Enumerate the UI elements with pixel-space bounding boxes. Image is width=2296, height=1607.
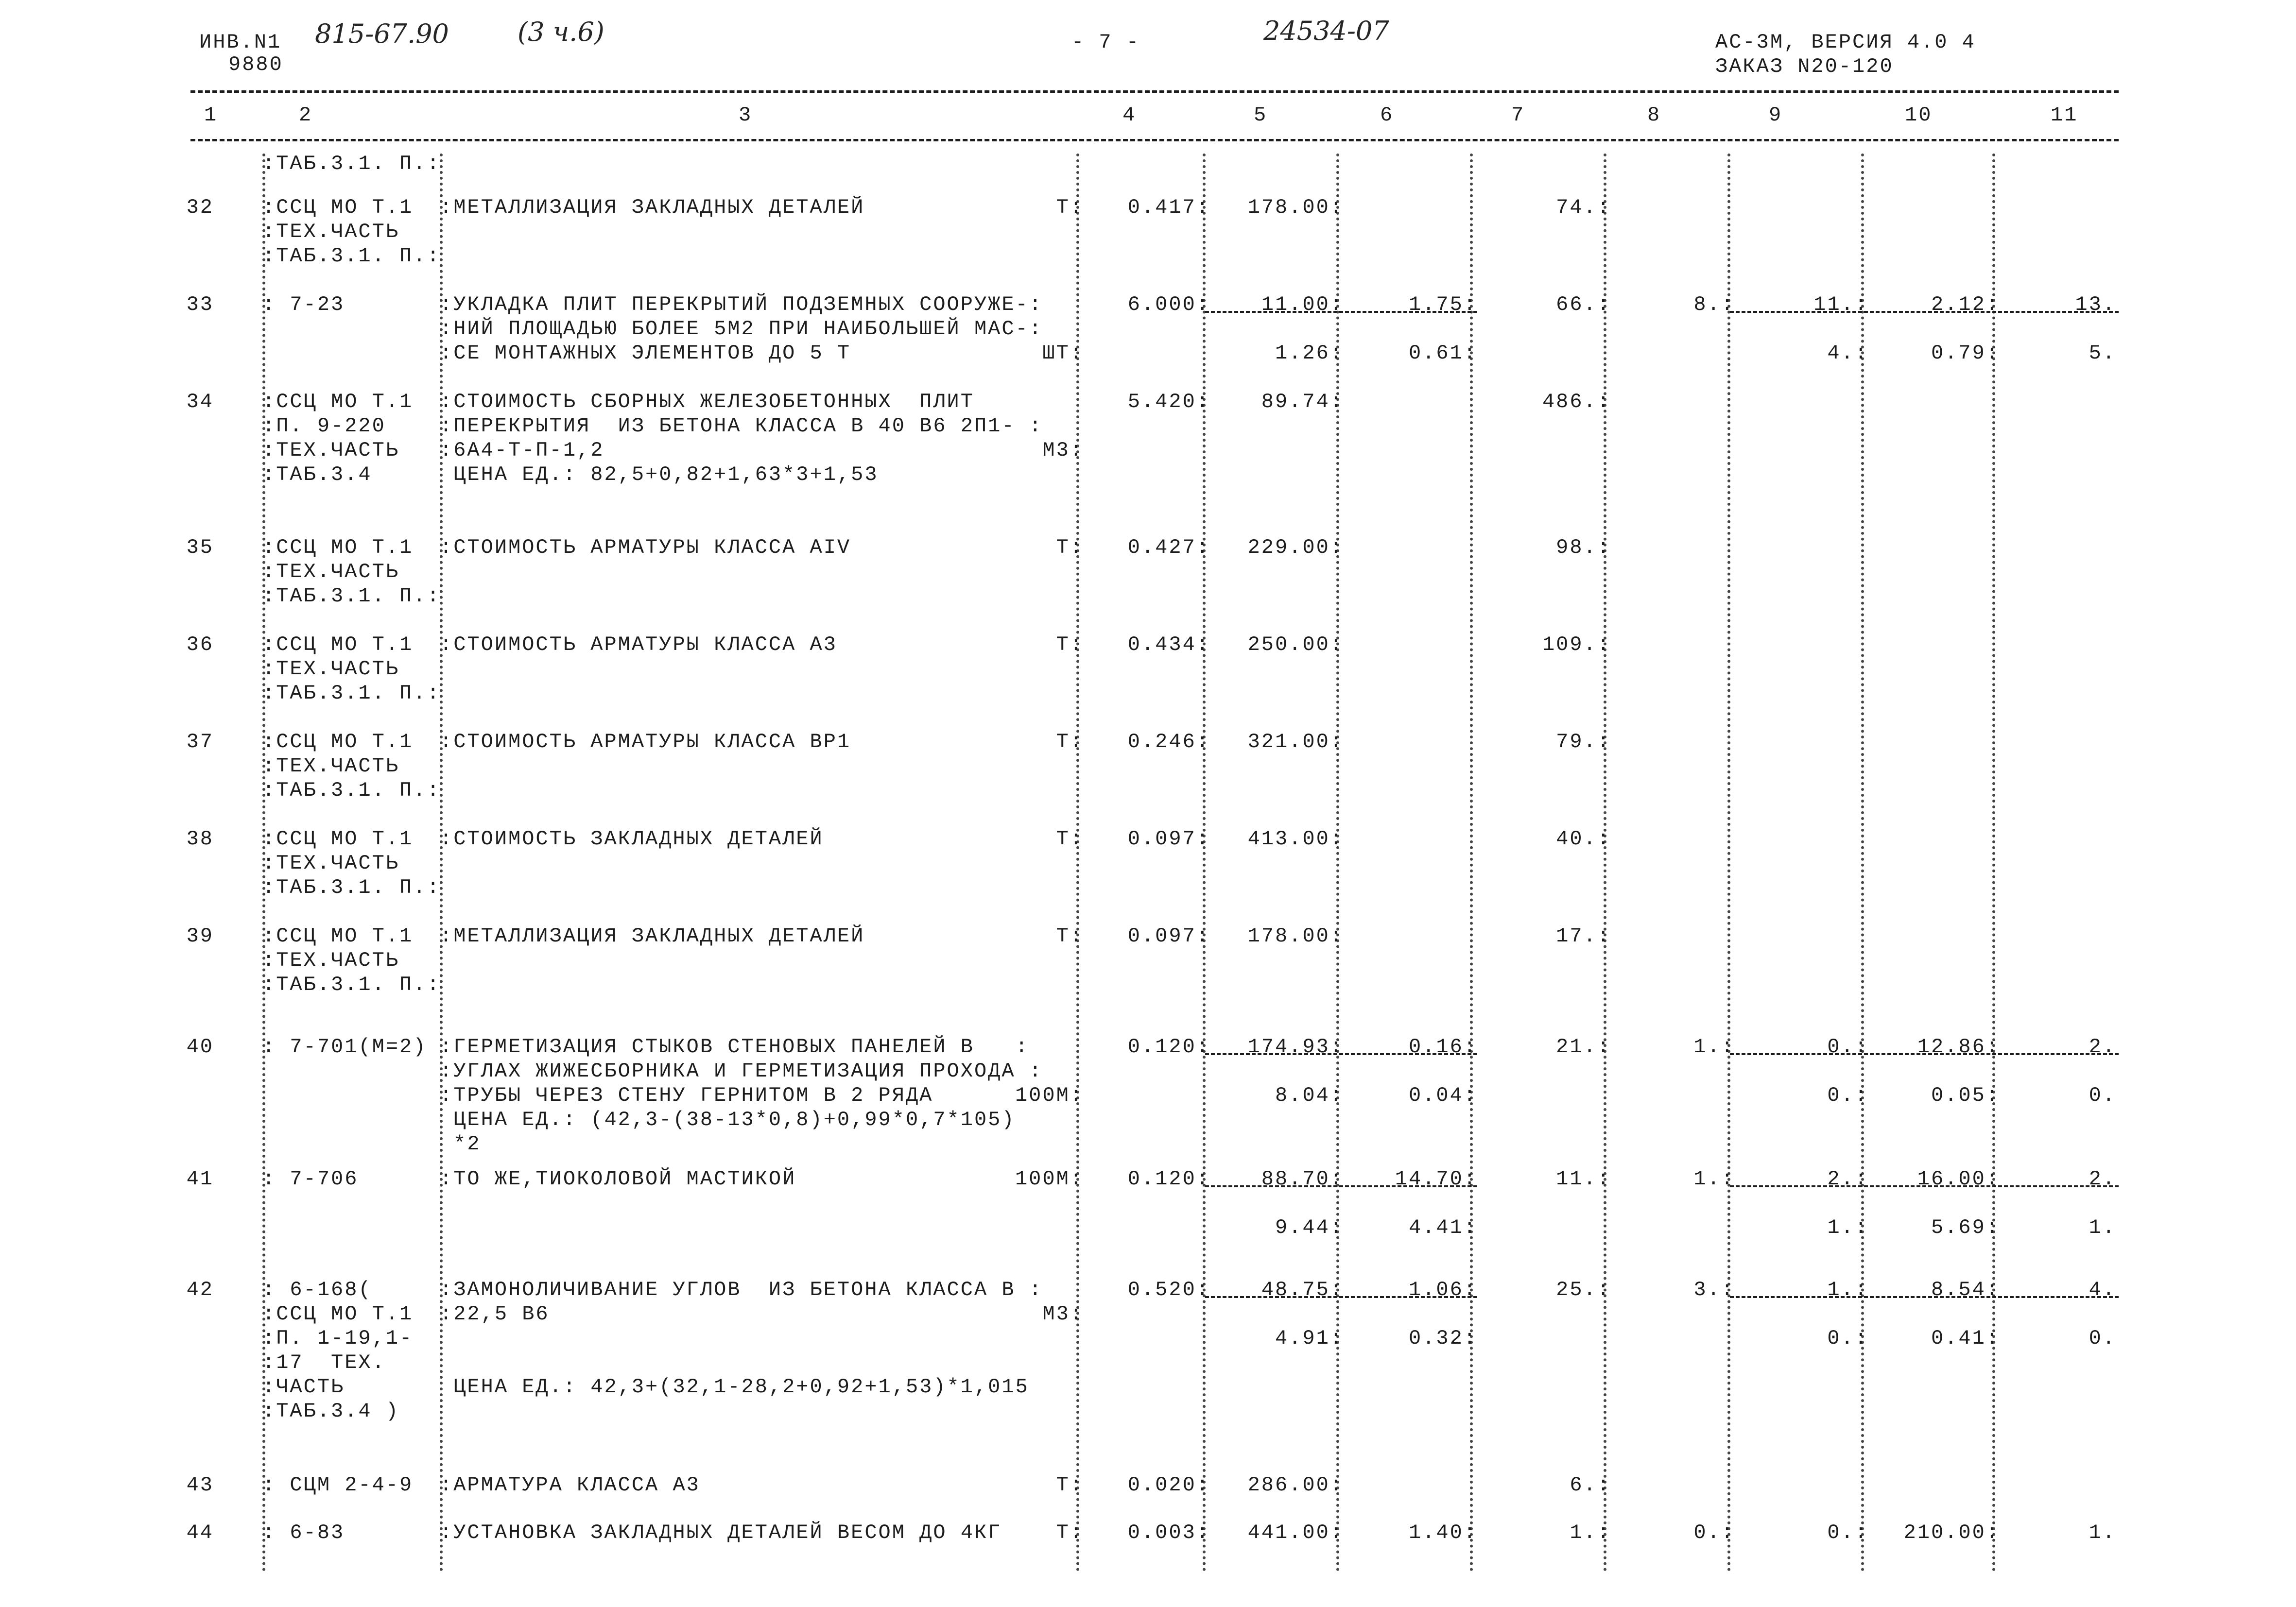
row-value-c8: 8.: <box>1693 293 1735 316</box>
row-number: 34 <box>186 390 214 413</box>
row-value-c5: 250.00: <box>1247 633 1344 656</box>
row-unit: Т: <box>1056 827 1084 851</box>
row-value-c11: 2. <box>2089 1035 2116 1059</box>
row-number: 38 <box>186 827 214 851</box>
row-value-c8: 3.: <box>1693 1278 1735 1301</box>
col-sep <box>1203 154 1206 1572</box>
row-unit-price-cont: *2 <box>440 1132 481 1156</box>
col-sep <box>1470 154 1473 1572</box>
row-description: :МЕТАЛЛИЗАЦИЯ ЗАКЛАДНЫХ ДЕТАЛЕЙ <box>440 924 865 948</box>
row-unit: 100М: <box>1015 1167 1084 1191</box>
row-subvalue-c11b: 0. <box>2089 1327 2116 1350</box>
column-header-2: 2 <box>299 103 313 127</box>
column-header-6: 6 <box>1380 103 1394 127</box>
row-description: :ТО ЖЕ,ТИОКОЛОВОЙ МАСТИКОЙ <box>440 1167 796 1191</box>
col-sep <box>1604 154 1606 1572</box>
row-value-c7: 21.: <box>1556 1035 1611 1059</box>
row-subvalue-c11b: 1. <box>2089 1216 2116 1239</box>
row-subvalue-c10b: 0.79: <box>1931 342 2000 365</box>
row-code: :ТЕХ.ЧАСТЬ <box>262 949 400 972</box>
row-unit-price: ЦЕНА ЕД.: (42,3-(38-13*0,8)+0,99*0,7*105) <box>440 1108 1016 1131</box>
row-value-c10: 12.86: <box>1917 1035 2000 1059</box>
row-code: : 6-168( <box>262 1278 372 1301</box>
col-sep <box>1861 154 1864 1572</box>
row-code: :ТАБ.3.1. П.: <box>262 584 441 608</box>
row-value-c7: 11.: <box>1556 1167 1611 1191</box>
row-description: :СТОИМОСТЬ СБОРНЫХ ЖЕЛЕЗОБЕТОННЫХ ПЛИТ <box>440 390 974 413</box>
col-sep <box>1727 154 1730 1572</box>
row-unit: Т: <box>1056 924 1084 948</box>
row-number: 36 <box>186 633 214 656</box>
row-code: :ТАБ.3.1. П.: <box>262 779 441 802</box>
row-value-c7: 98.: <box>1556 536 1611 559</box>
row-value-c10: 2.12: <box>1931 293 2000 316</box>
row-description: :АРМАТУРА КЛАССА А3 <box>440 1473 700 1497</box>
top-rule <box>190 90 2119 93</box>
row-value-c7: 40.: <box>1556 827 1611 851</box>
row-number: 32 <box>186 196 214 219</box>
row-value-c10: 8.54: <box>1931 1278 2000 1301</box>
row-value-c9: 0.: <box>1827 1035 1868 1059</box>
subtotal-separator <box>1730 311 2119 313</box>
row-value-c7: 1.: <box>1570 1521 1611 1544</box>
row-value-c5: 11.00: <box>1261 293 1344 316</box>
row-code: : 7-23 <box>262 293 345 316</box>
handwritten-note: (3 ч.6) <box>518 17 604 47</box>
subtotal-separator <box>1205 1296 1477 1298</box>
row-value-c6: 1.75: <box>1408 293 1477 316</box>
row-value-c4: 0.097: <box>1127 827 1210 851</box>
column-header-1: 1 <box>204 103 218 127</box>
row-number: 39 <box>186 924 214 948</box>
row-description: :ГЕРМЕТИЗАЦИЯ СТЫКОВ СТЕНОВЫХ ПАНЕЛЕЙ В : <box>440 1035 1029 1059</box>
row-code: :ССЦ МО Т.1 <box>262 1302 414 1326</box>
row-code: :ТАБ.3.4 ) <box>262 1400 400 1423</box>
row-subvalue-c10b: 0.05: <box>1931 1084 2000 1107</box>
row-number: 41 <box>186 1167 214 1191</box>
row-code: :ЧАСТЬ <box>262 1375 345 1399</box>
row-code: :ССЦ МО Т.1 <box>262 827 414 851</box>
row-unit: Т: <box>1056 1521 1084 1544</box>
row-subvalue-c6b: 0.61: <box>1408 342 1477 365</box>
row-description: :СЕ МОНТАЖНЫХ ЭЛЕМЕНТОВ ДО 5 Т <box>440 342 851 365</box>
row-description: :ЗАМОНОЛИЧИВАНИЕ УГЛОВ ИЗ БЕТОНА КЛАССА В : <box>440 1278 1043 1301</box>
row-value-c4: 0.003: <box>1127 1521 1210 1544</box>
row-unit: Т: <box>1056 730 1084 753</box>
row-value-c10: 210.00: <box>1903 1521 2000 1544</box>
row-code: :ТЕХ.ЧАСТЬ <box>262 657 400 681</box>
row-description: :6А4-Т-П-1,2 <box>440 439 604 462</box>
row-value-c6: 14.70: <box>1395 1167 1477 1191</box>
row-code: :П. 1-19,1- <box>262 1327 414 1350</box>
row-value-c5: 174.93: <box>1247 1035 1344 1059</box>
column-header-8: 8 <box>1647 103 1661 127</box>
row-code: :ТАБ.3.1. П.: <box>262 244 441 268</box>
row-code: :ССЦ МО Т.1 <box>262 196 414 219</box>
row-code: :ТАБ.3.1. П.: <box>262 682 441 705</box>
row-code: :17 ТЕХ. <box>262 1351 386 1374</box>
row-value-c4: 0.020: <box>1127 1473 1210 1497</box>
row-value-c5: 89.74: <box>1261 390 1344 413</box>
row-value-c11: 13. <box>2075 293 2116 316</box>
row-number: 37 <box>186 730 214 753</box>
row-subvalue-c9b: 1.: <box>1827 1216 1868 1239</box>
row-subvalue-c9b: 4.: <box>1827 342 1868 365</box>
subtotal-separator <box>1205 311 1477 313</box>
column-header-11: 11 <box>2051 103 2078 127</box>
row-number: 40 <box>186 1035 214 1059</box>
row-value-c5: 178.00: <box>1247 196 1344 219</box>
row-description: :НИЙ ПЛОЩАДЬЮ БОЛЕЕ 5М2 ПРИ НАИБОЛЬШЕЙ МАС-: <box>440 317 1043 341</box>
order-number: ЗАКАЗ N20-120 <box>1715 55 1894 78</box>
row-unit: Т: <box>1056 196 1084 219</box>
row-value-c4: 0.434: <box>1127 633 1210 656</box>
subtotal-separator <box>1730 1185 2119 1187</box>
row-value-c7: 486.: <box>1542 390 1611 413</box>
inventory-label: ИНВ.N1 <box>199 31 282 54</box>
program-version: АС-3М, ВЕРСИЯ 4.0 4 <box>1715 31 1976 54</box>
row-value-c4: 6.000: <box>1127 293 1210 316</box>
row-unit: Т: <box>1056 1473 1084 1497</box>
header-rule <box>190 139 2119 141</box>
row-value-c9: 0.: <box>1827 1521 1868 1544</box>
row-value-c7: 109.: <box>1542 633 1611 656</box>
subtotal-separator <box>1205 1185 1477 1187</box>
row-description: :ТРУБЫ ЧЕРЕЗ СТЕНУ ГЕРНИТОМ В 2 РЯДА <box>440 1084 933 1107</box>
row-value-c5: 229.00: <box>1247 536 1344 559</box>
row-value-c7: 6.: <box>1570 1473 1611 1497</box>
row-code: :ТАБ.3.1. П.: <box>262 973 441 996</box>
row-subvalue-c5b: 9.44: <box>1275 1216 1344 1239</box>
row-code: :ТАБ.3.4 <box>262 463 372 486</box>
inventory-number: 9880 <box>228 53 283 76</box>
row-value-c8: 0.: <box>1693 1521 1735 1544</box>
row-description: :СТОИМОСТЬ АРМАТУРЫ КЛАССА AIV <box>440 536 851 559</box>
row-value-c4: 0.120: <box>1127 1167 1210 1191</box>
row-value-c5: 321.00: <box>1247 730 1344 753</box>
row-description: :УСТАНОВКА ЗАКЛАДНЫХ ДЕТАЛЕЙ ВЕСОМ ДО 4КГ <box>440 1521 1002 1544</box>
row-value-c4: 0.417: <box>1127 196 1210 219</box>
row-value-c6: 1.06: <box>1408 1278 1477 1301</box>
page-number: - 7 - <box>1071 31 1140 54</box>
row-value-c4: 0.520: <box>1127 1278 1210 1301</box>
row-value-c4: 0.246: <box>1127 730 1210 753</box>
row-code: :ТЕХ.ЧАСТЬ <box>262 560 400 583</box>
row-description: :ПЕРЕКРЫТИЯ ИЗ БЕТОНА КЛАССА В 40 В6 2П1- : <box>440 414 1043 438</box>
row-unit: 100М: <box>1015 1084 1084 1107</box>
row-code: :ТЕХ.ЧАСТЬ <box>262 439 400 462</box>
handwritten-doc-number: 24534-07 <box>1263 16 1389 46</box>
column-header-10: 10 <box>1905 103 1933 127</box>
row-code: : СЦМ 2-4-9 <box>262 1473 414 1497</box>
row-code: :ТАБ.3.1. П.: <box>262 876 441 899</box>
row-value-c5: 286.00: <box>1247 1473 1344 1497</box>
row-unit: Т: <box>1056 536 1084 559</box>
subtotal-separator <box>1730 1296 2119 1298</box>
row-code: :П. 9-220 <box>262 414 386 438</box>
row-value-c8: 1.: <box>1693 1167 1735 1191</box>
subtotal-separator <box>1730 1053 2119 1055</box>
column-header-7: 7 <box>1511 103 1525 127</box>
subtotal-separator <box>1205 1053 1477 1055</box>
row-number: 35 <box>186 536 214 559</box>
row-code: :ССЦ МО Т.1 <box>262 390 414 413</box>
row-description: :СТОИМОСТЬ АРМАТУРЫ КЛАССА ВР1 <box>440 730 851 753</box>
row-value-c9: 2.: <box>1827 1167 1868 1191</box>
row-description: :УКЛАДКА ПЛИТ ПЕРЕКРЫТИЙ ПОДЗЕМНЫХ СООРУЖЕ-: <box>440 293 1043 316</box>
row-value-c11: 1. <box>2089 1521 2116 1544</box>
row-subvalue-c11b: 0. <box>2089 1084 2116 1107</box>
row-number: 44 <box>186 1521 214 1544</box>
row-unit: Т: <box>1056 633 1084 656</box>
row-unit-price: ЦЕНА ЕД.: 42,3+(32,1-28,2+0,92+1,53)*1,015 <box>440 1375 1029 1399</box>
row-subvalue-c10b: 0.41: <box>1931 1327 2000 1350</box>
col-sep <box>1336 154 1339 1572</box>
row-code: :ССЦ МО Т.1 <box>262 536 414 559</box>
row-value-c11: 4. <box>2089 1278 2116 1301</box>
row-value-c5: 48.75: <box>1261 1278 1344 1301</box>
col-sep <box>1076 154 1079 1572</box>
row-value-c5: 413.00: <box>1247 827 1344 851</box>
row-value-c9: 11.: <box>1813 293 1868 316</box>
row-unit-price: ЦЕНА ЕД.: 82,5+0,82+1,63*3+1,53 <box>440 463 879 486</box>
row-value-c4: 0.427: <box>1127 536 1210 559</box>
row-value-c8: 1.: <box>1693 1035 1735 1059</box>
column-header-5: 5 <box>1254 103 1268 127</box>
handwritten-code: 815-67.90 <box>315 18 449 49</box>
row-number: 43 <box>186 1473 214 1497</box>
row-unit: М3: <box>1042 439 1084 462</box>
row-subvalue-c9b: 0.: <box>1827 1084 1868 1107</box>
row-code: :ССЦ МО Т.1 <box>262 633 414 656</box>
column-header-4: 4 <box>1122 103 1137 127</box>
row-subvalue-c5b: 4.91: <box>1275 1327 1344 1350</box>
row-code: :ТЕХ.ЧАСТЬ <box>262 852 400 875</box>
row-value-c5: 178.00: <box>1247 924 1344 948</box>
row-subvalue-c6b: 0.04: <box>1408 1084 1477 1107</box>
row-description: :СТОИМОСТЬ АРМАТУРЫ КЛАССА А3 <box>440 633 837 656</box>
row-value-c5: 441.00: <box>1247 1521 1344 1544</box>
row-value-c7: 17.: <box>1556 924 1611 948</box>
row-subvalue-c6b: 0.32: <box>1408 1327 1477 1350</box>
row-subvalue-c5b: 8.04: <box>1275 1084 1344 1107</box>
row-number: 33 <box>186 293 214 316</box>
row-value-c11: 2. <box>2089 1167 2116 1191</box>
row-code: :ТЕХ.ЧАСТЬ <box>262 220 400 243</box>
row-subvalue-c11b: 5. <box>2089 342 2116 365</box>
row-code: :ССЦ МО Т.1 <box>262 730 414 753</box>
row-value-c6: 1.40: <box>1408 1521 1477 1544</box>
row-value-c7: 66.: <box>1556 293 1611 316</box>
row-number: 42 <box>186 1278 214 1301</box>
row-code: : 7-701(М=2) <box>262 1035 427 1059</box>
row-value-c4: 0.120: <box>1127 1035 1210 1059</box>
row-code: : 7-706 <box>262 1167 359 1191</box>
row-subvalue-c6b: 4.41: <box>1408 1216 1477 1239</box>
column-header-9: 9 <box>1769 103 1783 127</box>
row-value-c7: 74.: <box>1556 196 1611 219</box>
carry-over-reference: :ТАБ.3.1. П.: <box>262 152 441 175</box>
row-value-c7: 25.: <box>1556 1278 1611 1301</box>
row-value-c7: 79.: <box>1556 730 1611 753</box>
row-value-c4: 0.097: <box>1127 924 1210 948</box>
row-description: :22,5 В6 <box>440 1302 550 1326</box>
col-sep <box>440 154 443 1572</box>
row-value-c4: 5.420: <box>1127 390 1210 413</box>
row-subvalue-c10b: 5.69: <box>1931 1216 2000 1239</box>
row-value-c9: 1.: <box>1827 1278 1868 1301</box>
column-header-3: 3 <box>739 103 753 127</box>
row-unit: М3: <box>1042 1302 1084 1326</box>
row-value-c10: 16.00: <box>1917 1167 2000 1191</box>
row-subvalue-c9b: 0.: <box>1827 1327 1868 1350</box>
row-description: :МЕТАЛЛИЗАЦИЯ ЗАКЛАДНЫХ ДЕТАЛЕЙ <box>440 196 865 219</box>
row-value-c5: 88.70: <box>1261 1167 1344 1191</box>
row-code: : 6-83 <box>262 1521 345 1544</box>
row-unit: ШТ: <box>1042 342 1084 365</box>
row-subvalue-c5b: 1.26: <box>1275 342 1344 365</box>
row-code: :ТЕХ.ЧАСТЬ <box>262 754 400 778</box>
row-description: :СТОИМОСТЬ ЗАКЛАДНЫХ ДЕТАЛЕЙ <box>440 827 824 851</box>
row-code: :ССЦ МО Т.1 <box>262 924 414 948</box>
row-description: :УГЛАХ ЖИЖЕСБОРНИКА И ГЕРМЕТИЗАЦИЯ ПРОХОДА : <box>440 1060 1043 1083</box>
col-sep <box>1992 154 1995 1572</box>
row-value-c6: 0.16: <box>1408 1035 1477 1059</box>
